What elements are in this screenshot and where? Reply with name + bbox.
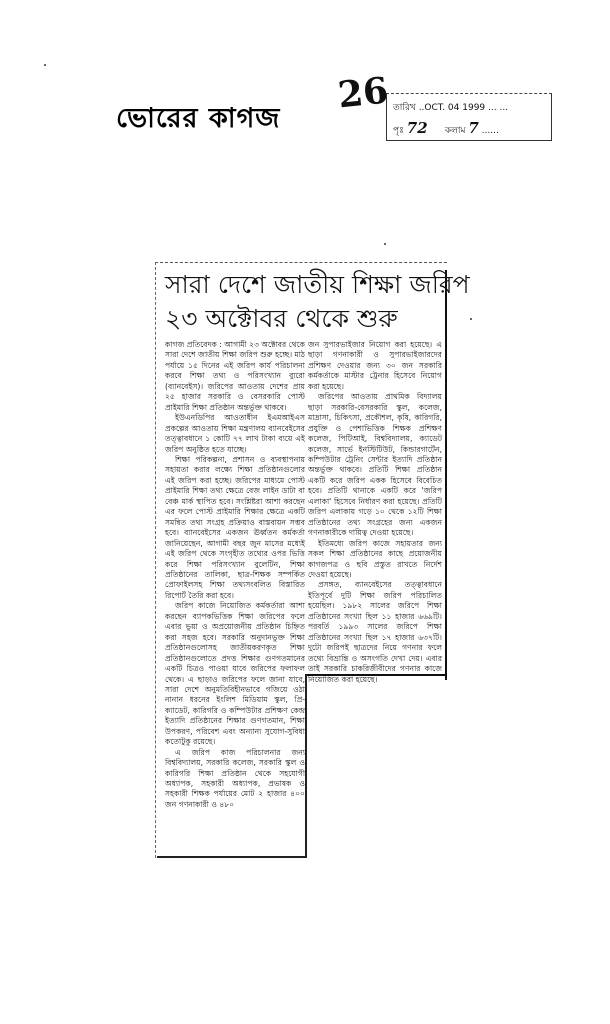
- stamp-page-value: 72: [406, 119, 428, 137]
- paragraph: কাগজ প্রতিবেদক : আগামী ২৩ অক্টোবর থেকে সারা দেশে জাতীয় শিক্ষা জরিপ শুরু হচ্ছে। মাঠ পর্যায়ে ১৫ দিনের এই জরিপ কার্য পরিচালনা করবে শিক্ষা তথ্য ও পরিসংখ্যান ব্যুরো (ব্যানবেইস)। জরিপের আওতায় দেশের প্রায় ২৫ হাজার সরকারি ও বেসরকারি পোস্ট প্রাইমারি শিক্ষা প্রতিষ্ঠান অন্তর্ভুক্ত থাকবে।: [165, 340, 305, 412]
- paragraph: জরিপ কাজে নিয়োজিত কর্মকর্তারা আশা করছেন ব্যাপকভিত্তিক শিক্ষা জরিপের ফলে এবার ভুয়া ও অপ্রয়োজনীয় প্রতিষ্ঠান চিহ্নিত করা সহজ হবে। সরকারি অনুদানভুক্ত শিক্ষা প্রতিষ্ঠানগুলোসহ জাতীয়করণকৃত শিক্ষা প্রতিষ্ঠানগুলোতে প্রদত্ত শিক্ষার গুণগতমানের একটি চিত্রও পাওয়া যাবে জরিপের ফলাফল থেকে। এ ছাড়াও জরিপের ফলে জানা যাবে, সারা দেশে অনুমতিবিহীনভাবে গজিয়ে ওঠা নানান ধরনের ইংলিশ মিডিয়াম স্কুল, প্রি-ক্যাডেট, কারিগরি ও কম্পিউটার প্রশিক্ষণ কেন্দ্র ইত্যাদি প্রতিষ্ঠানের শিক্ষার গুণগতমান, শিক্ষা উপকরণ, পরিবেশ এবং অন্যান্য সুযোগ-সুবিধা কতোটুকু রয়েছে।: [165, 601, 305, 747]
- newspaper-masthead: ভোরের কাগজ: [116, 103, 281, 134]
- paragraph: শিক্ষা পরিকল্পনা, প্রশাসন ও ব্যবস্থাপনায় সহায়তা করার লক্ষ্যে শিক্ষা প্রতিষ্ঠানগুলোর এই জরিপ করা হচ্ছে। জরিপের মাধ্যমে পোস্ট প্রাইমারি শিক্ষা তথ্য ক্ষেত্রে বেজ লাইন ডাটা বা বেঞ্চ মার্ক স্থাপিত হবে। সংশ্লিষ্টরা আশা করছেন এর ফলে পোস্ট প্রাইমারি শিক্ষার ক্ষেত্রে একটি সমন্বিত তথ্য সংগ্রহ প্রক্রিয়াও বাস্তবায়ন সম্ভব হবে। ব্যানবেইসের একজন ঊর্ধ্বতন কর্মকর্তা জানিয়েছেন, আগামী বছর জুন মাসের মধ্যেই এই জরিপ থেকে সংগৃহীত তথ্যের ওপর ভিত্তি করে শিক্ষা পরিসংখ্যান বুলেটিন, শিক্ষা প্রতিষ্ঠানের তালিকা, ছাত্র-শিক্ষক সম্পর্কিত প্রোফাইলসহ শিক্ষা তথ্যসংবলিত বিস্তারিত রিপোর্ট তৈরি করা হবে।: [165, 454, 305, 600]
- clipping-border-bottom-left: [157, 856, 307, 858]
- stamp-column-label: কলাম: [444, 126, 466, 136]
- headline-line-2: ২৩ অক্টোবর থেকে শুরু: [165, 304, 398, 333]
- stamp-page-row: পৃঃ 72 কলাম 7 ......: [393, 119, 499, 137]
- clipping-border-mid: [305, 674, 307, 858]
- handwritten-number: 26: [335, 69, 391, 117]
- archive-stamp: [386, 93, 552, 141]
- paragraph: জরিপের আওতায় প্রাথমিক বিদ্যালয় ছাড়া সরকারি-বেসরকারি স্কুল, কলেজ, মাদ্রাসা, চিকিৎসা, প্রকৌশল, কৃষি, কারিগরি, প্রযুক্তি ও পেশাভিত্তিক শিক্ষক প্রশিক্ষণ কলেজ, পিটিআই, বিশ্ববিদ্যালয়, ক্যাডেট কলেজ, সার্ভে ইনস্টিটিউট, কিন্ডারগার্টেন, কম্পিউটার ট্রেনিং সেন্টার ইত্যাদি প্রতিষ্ঠান অন্তর্ভুক্ত থাকবে। প্রতিটি শিক্ষা প্রতিষ্ঠান একটি করে জরিপ একক হিসেবে বিবেচিত হবে। প্রতিটি থানাকে একটি করে 'জরিপ এলাকা' হিসেবে নির্ধারণ করা হয়েছে। প্রতিটি জরিপ এলাকায় গড়ে ১০ থেকে ১২টি শিক্ষা প্রতিষ্ঠানের তথ্য সংগ্রহের জন্য একজন গণনাকারীকে দায়িত্ব দেওয়া হয়েছে।: [308, 392, 442, 538]
- stamp-date-label: তারিখ: [393, 103, 416, 113]
- paragraph: ইউএনডিপির আওতাধীন ইএমআইএস প্রকল্পের আওতায় শিক্ষা মন্ত্রণালয় ব্যানবেইসের তত্ত্বাবধানে ১ কোটি ৭৭ লাখ টাকা ব্যয়ে এই জরিপ অনুষ্ঠিত হতে যাচ্ছে।: [165, 413, 305, 454]
- stamp-date-row: তারিখ ..OCT. 04 1999 ... ...: [393, 103, 509, 113]
- clipping-border-right: [445, 270, 447, 680]
- scan-speck: [384, 243, 386, 245]
- stamp-date-value: ..OCT. 04 1999: [418, 103, 486, 113]
- paragraph: ইতিমধ্যে জরিপ কাজে সহায়তার জন্য সকল শিক্ষা প্রতিষ্ঠানের কাছে প্রয়োজনীয় কাগজপত্র ও ছবি প্রস্তুত রাখতে নির্দেশ দেওয়া হয়েছে।: [308, 538, 442, 579]
- article-column-1: [165, 340, 305, 810]
- headline-line-1: সারা দেশে জাতীয় শিক্ষা জরিপ: [165, 270, 470, 299]
- stamp-page-label: পৃঃ: [393, 126, 404, 136]
- clipping-border-top: [155, 262, 447, 263]
- clipping-border-left: [155, 262, 156, 858]
- paragraph: প্রসঙ্গত, ব্যানবেইসের তত্ত্বাবধানে ইতিপূর্বে দুটি শিক্ষা জরিপ পরিচালিত হয়েছিল। ১৯৮২ সালের জরিপে শিক্ষা প্রতিষ্ঠানের সংখ্যা ছিল ১১ হাজার ৬৬৯টি। পরবর্তি ১৯৯৩ সালের জরিপে শিক্ষা প্রতিষ্ঠানের সংখ্যা ছিল ১৭ হাজার ৬৩৭টি। দুটো জরিপই ছাত্রদের নিয়ে গণনার ফলে তথ্যে বিভ্রান্তি ও অসংগতি দেখা দেয়। এবার তাই সরকারি চাকরিজীবীদের গণনার কাজে নিয়োজিত করা হয়েছে।: [308, 580, 442, 684]
- paragraph: জন সুপারভাইজার নিয়োগ করা হয়েছে। এ ছাড়া গণনাকারী ও সুপারভাইজারদের প্রশিক্ষণ দেওয়ার জন্য ৩০ জন সরকারি কর্মকর্তাকে মাস্টার ট্রেনার হিসেবে নিয়োগ করা হয়েছে।: [308, 340, 442, 391]
- paragraph: এ জরিপ কাজ পরিচালনার জন্য বিশ্ববিদ্যালয়, সরকারি কলেজ, সরকারি স্কুল ও কারিগরি শিক্ষা প্রতিষ্ঠান থেকে সহযোগী অধ্যাপক, সহকারী অধ্যাপক, প্রভাষক ও সহকারী শিক্ষক পর্যায়ের মোট ২ হাজার ৪০০ জন গণনাকারী ও ৪৮০: [165, 747, 305, 809]
- article-headline: [165, 268, 470, 336]
- article-column-2: [308, 340, 442, 685]
- scan-speck: [470, 318, 472, 320]
- scan-speck: [44, 64, 46, 66]
- stamp-column-value: 7: [468, 119, 479, 137]
- news-clipping: [155, 262, 470, 862]
